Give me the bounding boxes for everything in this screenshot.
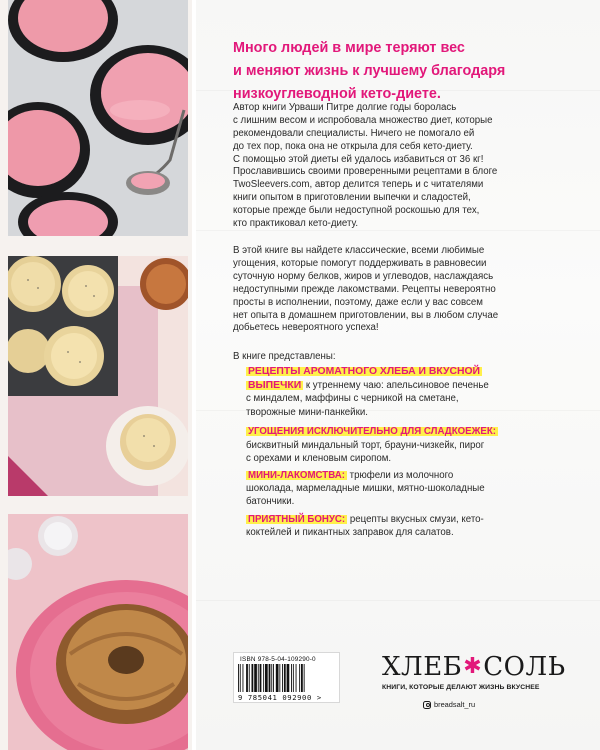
barcode-bar	[273, 664, 274, 692]
barcode-bar	[260, 664, 262, 692]
highlight-label: ВЫПЕЧКИ	[248, 379, 302, 391]
photo-poppy-seed-muffins	[8, 256, 188, 496]
isbn-label: ISBN 978-5-04-109290-0	[240, 656, 316, 663]
cover-headline: Много людей в мире теряют вес и меняют жизнь к лучшему благодаря низкоуглеводной кето-диете.	[233, 40, 506, 102]
highlight-label: ПРИЯТНЫЙ БОНУС:	[248, 514, 346, 525]
highlight-label: РЕЦЕПТЫ АРОМАТНОГО ХЛЕБА И ВКУСНОЙ	[248, 366, 481, 377]
barcode-bars	[238, 664, 337, 692]
list-item-bonus: ПРИЯТНЫЙ БОНУС: рецепты вкусных смузи, кето- коктейлей и пикантных заправок для салатов.	[246, 514, 484, 538]
photo-strip	[0, 0, 192, 750]
barcode-bar	[296, 664, 297, 692]
publisher-logo: ХЛЕБ ✱ СОЛЬ	[382, 652, 566, 682]
barcode-bar	[249, 664, 250, 692]
barcode-bar	[276, 664, 279, 692]
barcode-bar	[269, 664, 271, 692]
list-item-sweet-treats: УГОЩЕНИЯ ИСКЛЮЧИТЕЛЬНО ДЛЯ СЛАДКОЕЖЕК: бисквитный миндальный торт, брауни-чизкейк, пирог с орехами и кленовым сиропом.	[246, 426, 496, 464]
barcode-bar	[246, 664, 248, 692]
barcode-bar	[287, 664, 290, 692]
publisher-instagram: breadsalt_ru	[423, 700, 475, 709]
barcode-bar	[263, 664, 264, 692]
barcode-bar	[240, 664, 241, 692]
book-contents-paragraph: В этой книге вы найдете классические, всеми любимые угощения, которые помогут поддерживать в равновесии суточную норму белков, жиров и углеводов, наслаждаясь недоступными прежде лакомствами. Рецепты невероятно просты в исполнении, поэтому, даже если у вас совсем нет опыта в домашнем приготовлении, вы в любом случае добьетесь невероятного успеха!	[233, 245, 499, 334]
list-item-mini-treats: МИНИ-ЛАКОМСТВА: трюфели из молочного шоколада, мармеладные мишки, мятно-шоколадные батончики.	[246, 470, 485, 507]
instagram-icon	[423, 701, 431, 709]
barcode-bar	[304, 664, 305, 692]
isbn-barcode	[233, 652, 340, 703]
publisher-block	[382, 652, 566, 709]
asterisk-icon: ✱	[463, 654, 483, 679]
highlight-label: УГОЩЕНИЯ ИСКЛЮЧИТЕЛЬНО ДЛЯ СЛАДКОЕЖЕК:	[248, 426, 496, 437]
list-item-bread-recipes: РЕЦЕПТЫ АРОМАТНОГО ХЛЕБА И ВКУСНОЙ ВЫПЕЧКИ к утреннему чаю: апельсиновое печенье с миндалем, маффины с черникой на сметане, творожные мини-панкейки.	[246, 366, 489, 418]
barcode-bar	[301, 664, 303, 692]
barcode-bar	[293, 664, 294, 692]
barcode-bar	[279, 664, 280, 692]
blog-paragraph: Прославившись своими проверенными рецептами в блоге TwoSleevers.com, автор делится теперь и с читателями книги опытом в приготовлении выпечки и сладостей, которые прежде были недоступной роскошью для тех, кто практиковал кето-диету.	[233, 166, 498, 229]
list-intro: В книге представлены:	[233, 351, 336, 362]
barcode-bar	[284, 664, 286, 692]
barcode-bar	[258, 664, 259, 692]
publisher-tagline: КНИГИ, КОТОРЫЕ ДЕЛАЮТ ЖИЗНЬ ВКУСНЕЕ	[382, 684, 540, 691]
photo-bundt-cake	[8, 514, 188, 750]
barcode-bar	[291, 664, 292, 692]
barcode-bar	[252, 664, 254, 692]
barcode-bar	[299, 664, 300, 692]
barcode-bar	[238, 664, 239, 692]
barcode-bar	[243, 664, 244, 692]
barcode-digits: 9 785041 092900 >	[238, 693, 322, 702]
barcode-bar	[265, 664, 268, 692]
photo-pink-mousse-cups	[8, 0, 188, 236]
author-story-paragraph: Автор книги Урваши Питре долгие годы боролась с лишним весом и испробовала множество диет, которые рекомендовали специалисты. Ничего не помогало ей до тех пор, пока она не открыла для себя кето-диету. С помощью этой диеты ей удалось избавиться от 36 кг!	[233, 102, 493, 165]
barcode-bar	[282, 664, 283, 692]
highlight-label: МИНИ-ЛАКОМСТВА:	[248, 470, 345, 481]
barcode-bar	[271, 664, 272, 692]
barcode-bar	[254, 664, 257, 692]
